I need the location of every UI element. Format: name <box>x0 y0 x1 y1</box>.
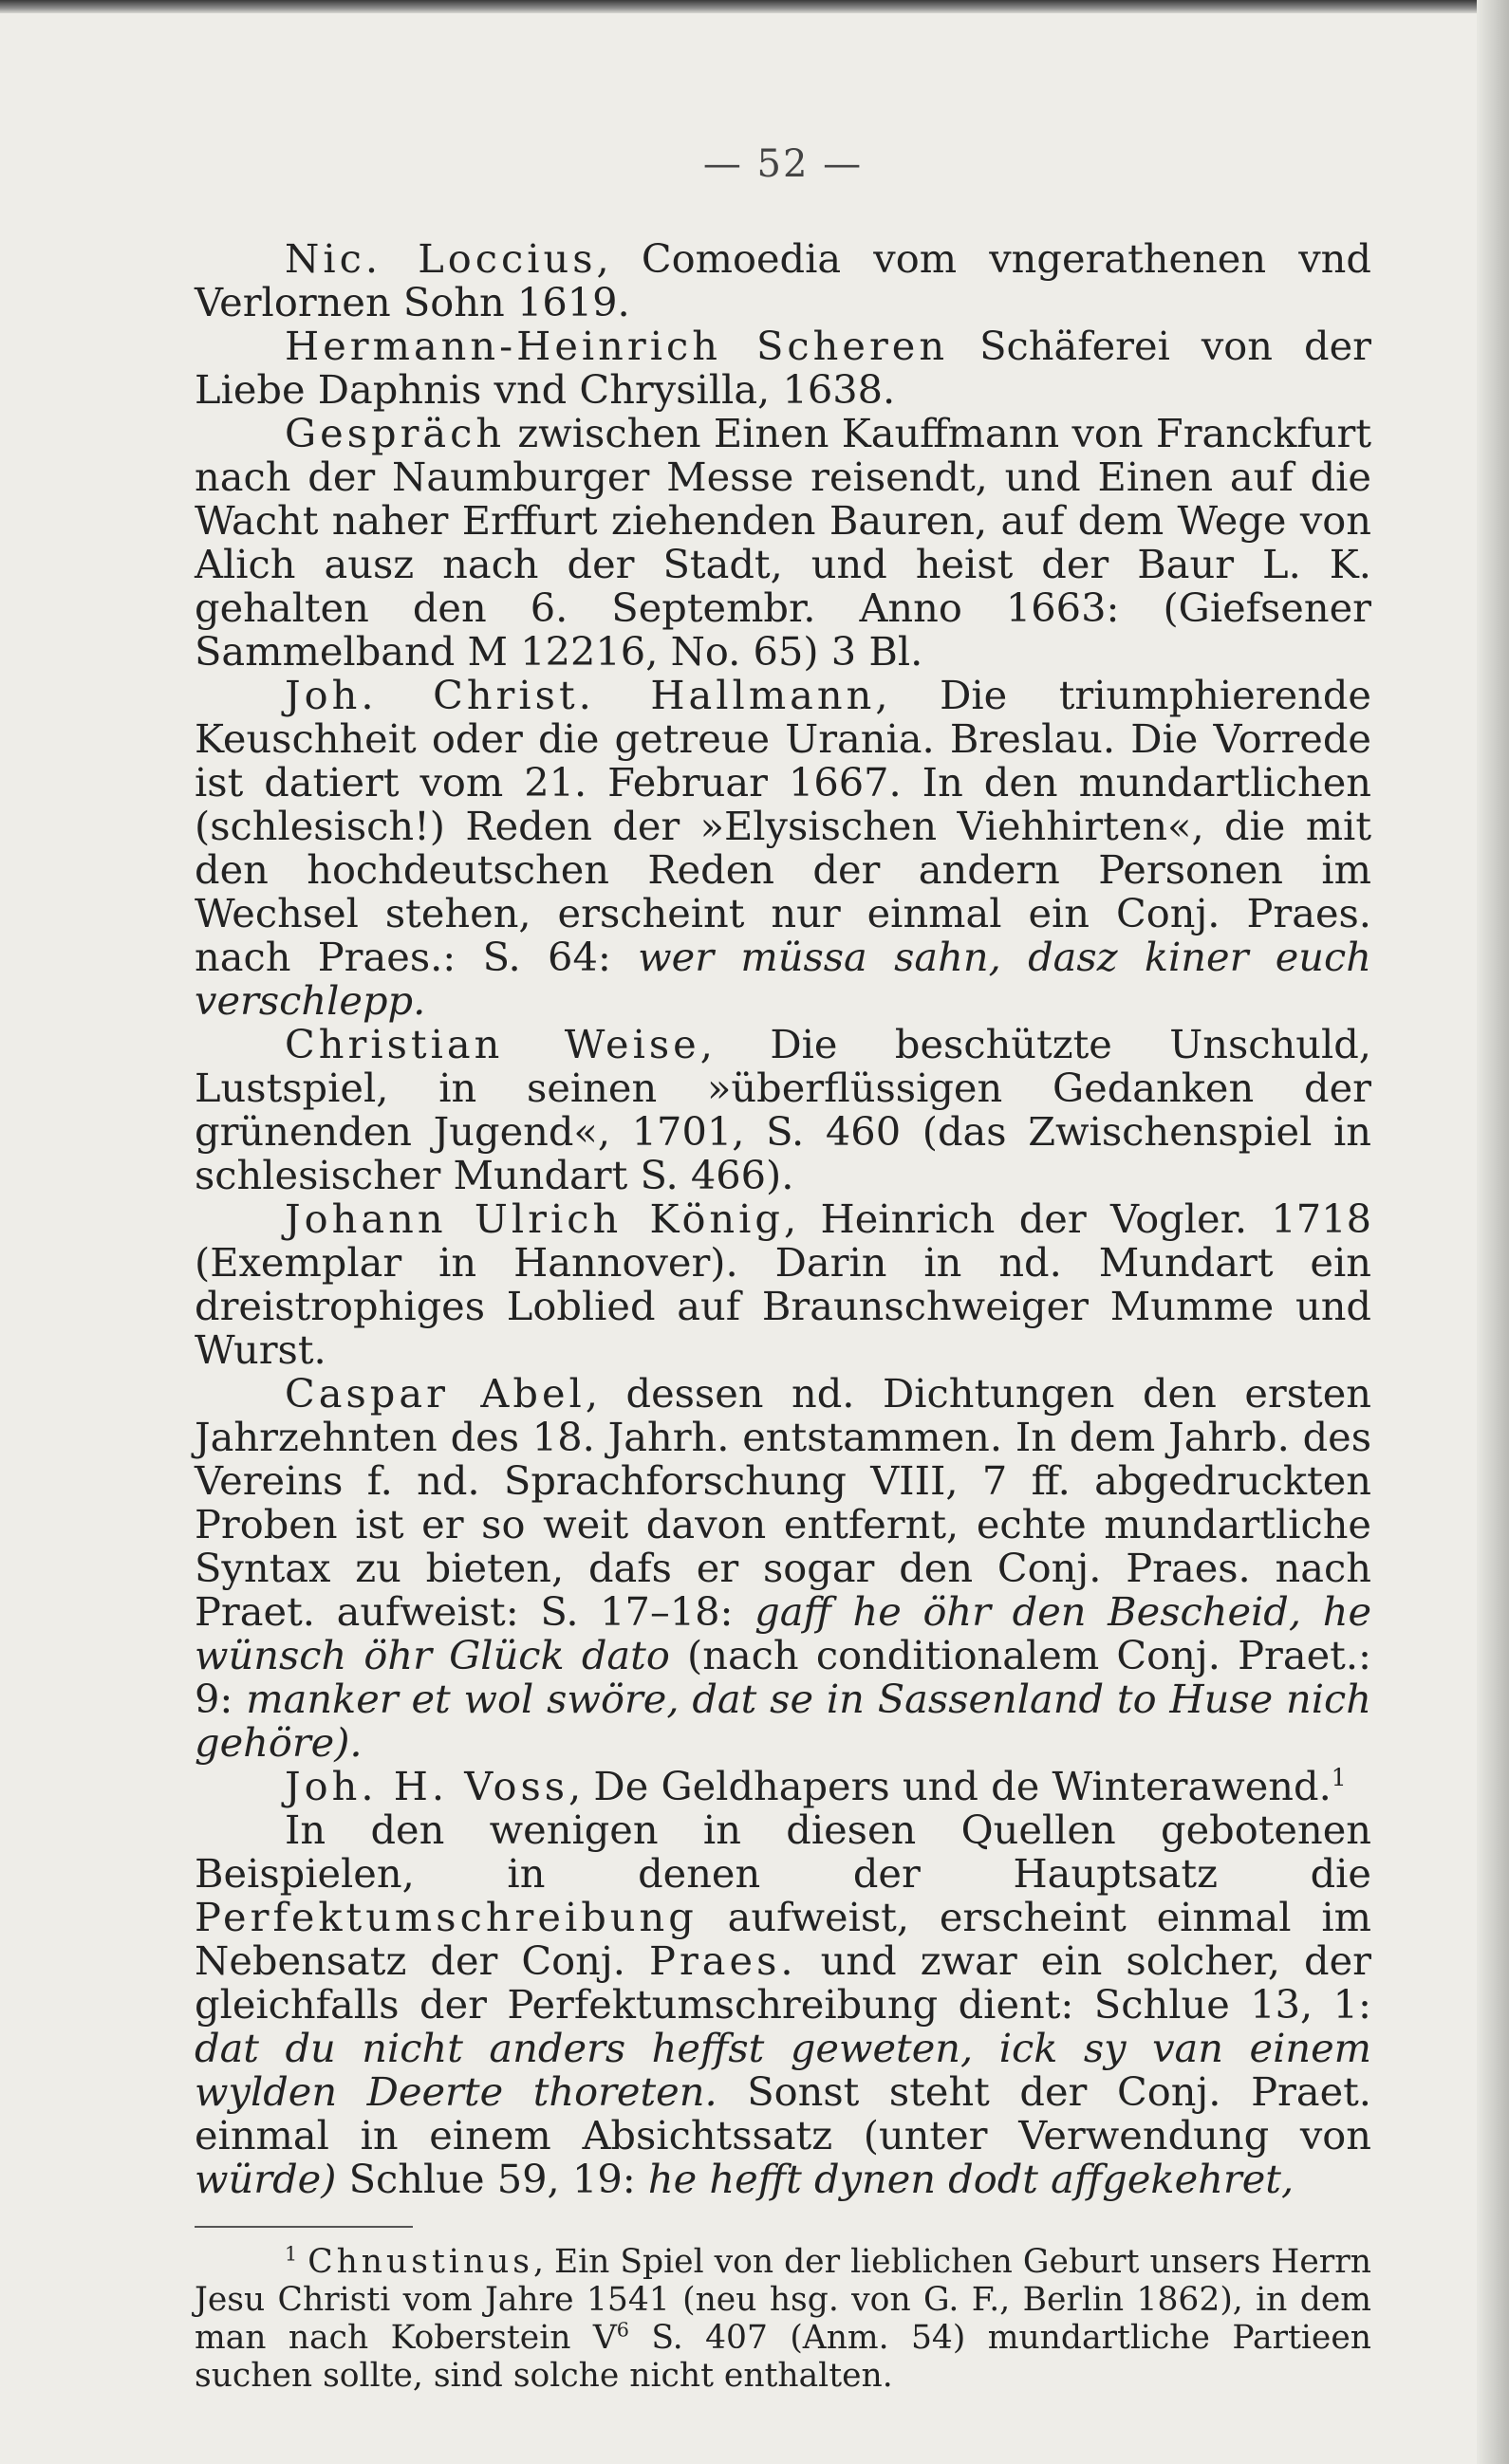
paragraph-scheren: Hermann-Heinrich Scheren Schäferei von der Liebe Daphnis vnd Chrysilla, 1638. <box>195 323 1371 413</box>
paragraph-gespraech: Gespräch zwischen Einen Kauffmann von Franckfurt nach der Naumburger Messe reisendt, und Einen auf die Wacht naher Erffurt ziehenden Bauren, auf dem Wege von Alich ausz nach der Stadt, und heist der Baur L. K. gehalten den 6. Septembr. Anno 1663: (Giefsener Sammelband M 12216, No. 65) 3 Bl. <box>195 410 1371 675</box>
scan-top-edge <box>0 0 1509 13</box>
author-name: Nic. Loccius <box>285 235 597 282</box>
footnote-reference: 1 <box>1331 1764 1347 1792</box>
paragraph-abel: Caspar Abel, dessen nd. Dichtungen den ersten Jahrzehnten des 18. Jahrh. entstammen. In dem Jahrb. des Vereins f. nd. Sprachforschung VIII, 7 ff. abgedruckten Proben ist er so weit davon entfernt, echte mundartliche Syntax zu bieten, dafs er sogar den Conj. Praes. nach Praet. aufweist: S. 17–18: gaff he öhr den Bescheid, he wünsch öhr Glück dato (nach conditionalem Conj. Praet.: 9: manker et wol swöre, dat se in Sassenland to Huse nich gehöre). <box>195 1370 1372 1766</box>
quotation: gaff he öhr den Bescheid, he wünsch öhr Glück dato <box>195 1588 1371 1678</box>
page-number: — 52 — <box>702 142 864 186</box>
quotation: würde) <box>195 2156 337 2202</box>
quotation: wer müssa sahn, dasz kiner euch verschlepp. <box>195 934 1371 1024</box>
paragraph-analysis: In den wenigen in diesen Quellen gebotenen Beispielen, in denen der Hauptsatz die Perfektumschreibung aufweist, erscheint einmal im Nebensatz der Conj. Praes. und zwar ein solcher, der gleichfalls der Perfektumschreibung dient: Schlue 13, 1: dat du nicht anders heffst geweten, ick sy van einem wylden Deerte thoreten. Sonst steht der Conj. Praet. einmal in einem Absichtssatz (unter Verwendung von würde) Schlue 59, 19: he hefft dynen dodt affgekehret, <box>195 1806 1371 2202</box>
emphasis: Praes. <box>649 1937 797 1984</box>
paragraph-koenig: Johann Ulrich König, Heinrich der Vogler. 1718 (Exemplar in Hannover). Darin in nd. Mundart ein dreistrophiges Loblied auf Braunschweiger Mumme und Wurst. <box>195 1195 1372 1373</box>
paragraph-hallmann: Joh. Christ. Hallmann, Die triumphierende Keuschheit oder die getreue Urania. Breslau. Die Vorrede ist datiert vom 21. Februar 1667. In den mundartlichen (schlesisch!) Reden der »Elysischen Viehhirten«, die mit den hochdeutschen Reden der andern Personen im Wechsel stehen, erscheint nur einmal ein Conj. Praes. nach Praes.: S. 64: wer müssa sahn, dasz kiner euch verschlepp. <box>195 672 1371 1024</box>
footnote: $^1$ Chnustinus, Ein Spiel von der lieblichen Geburt unsers Herrn Jesu Christi vom Jahre 1541 (neu hsg. von G. F., Berlin 1862), in dem man nach Koberstein $V^6$ S. 407 (Anm. 54) mundartliche Partieen suchen sollte, sind solche nicht enthalten. <box>195 2242 1372 2395</box>
scan-right-edge <box>1477 0 1509 2464</box>
author-name: Christian Weise <box>285 1021 700 1067</box>
author-name: Hermann-Heinrich Scheren <box>285 323 949 369</box>
paragraph-weise: Christian Weise, Die beschützte Unschuld, Lustspiel, in seinen »überflüssigen Gedanken der grünenden Jugend«, 1701, S. 460 (das Zwischenspiel in schlesischer Mundart S. 466). <box>195 1021 1371 1198</box>
paragraph-loccius: Nic. Loccius, Comoedia vom vngerathenen vnd Verlornen Sohn 1619. <box>195 235 1371 325</box>
author-name: Johann Ulrich König <box>285 1195 785 1242</box>
author-name: Caspar Abel <box>285 1370 586 1417</box>
quotation: he hefft dynen dodt affgekehret, <box>647 2156 1295 2202</box>
footnote-mark: 1 <box>285 2242 298 2266</box>
author-name: Joh. Christ. Hallmann <box>285 672 876 718</box>
emphasis: Perfektumschreibung <box>195 1894 698 1940</box>
author-name: Chnustinus <box>307 2243 533 2281</box>
author-name: Gespräch <box>285 410 506 456</box>
quotation: manker et wol swöre, dat se in Sassenland to Huse nich gehöre). <box>195 1676 1372 1766</box>
book-page <box>195 142 1371 2395</box>
footnote-divider <box>195 2226 413 2228</box>
author-name: Joh. H. Voss <box>285 1763 569 1809</box>
quotation: dat du nicht anders heffst geweten, ick sy van einem wylden Deerte thoreten. <box>195 2025 1371 2115</box>
body-text <box>195 237 1371 2201</box>
paragraph-voss: Joh. H. Voss, De Geldhapers und de Winterawend.$^1$ <box>285 1763 1347 1809</box>
